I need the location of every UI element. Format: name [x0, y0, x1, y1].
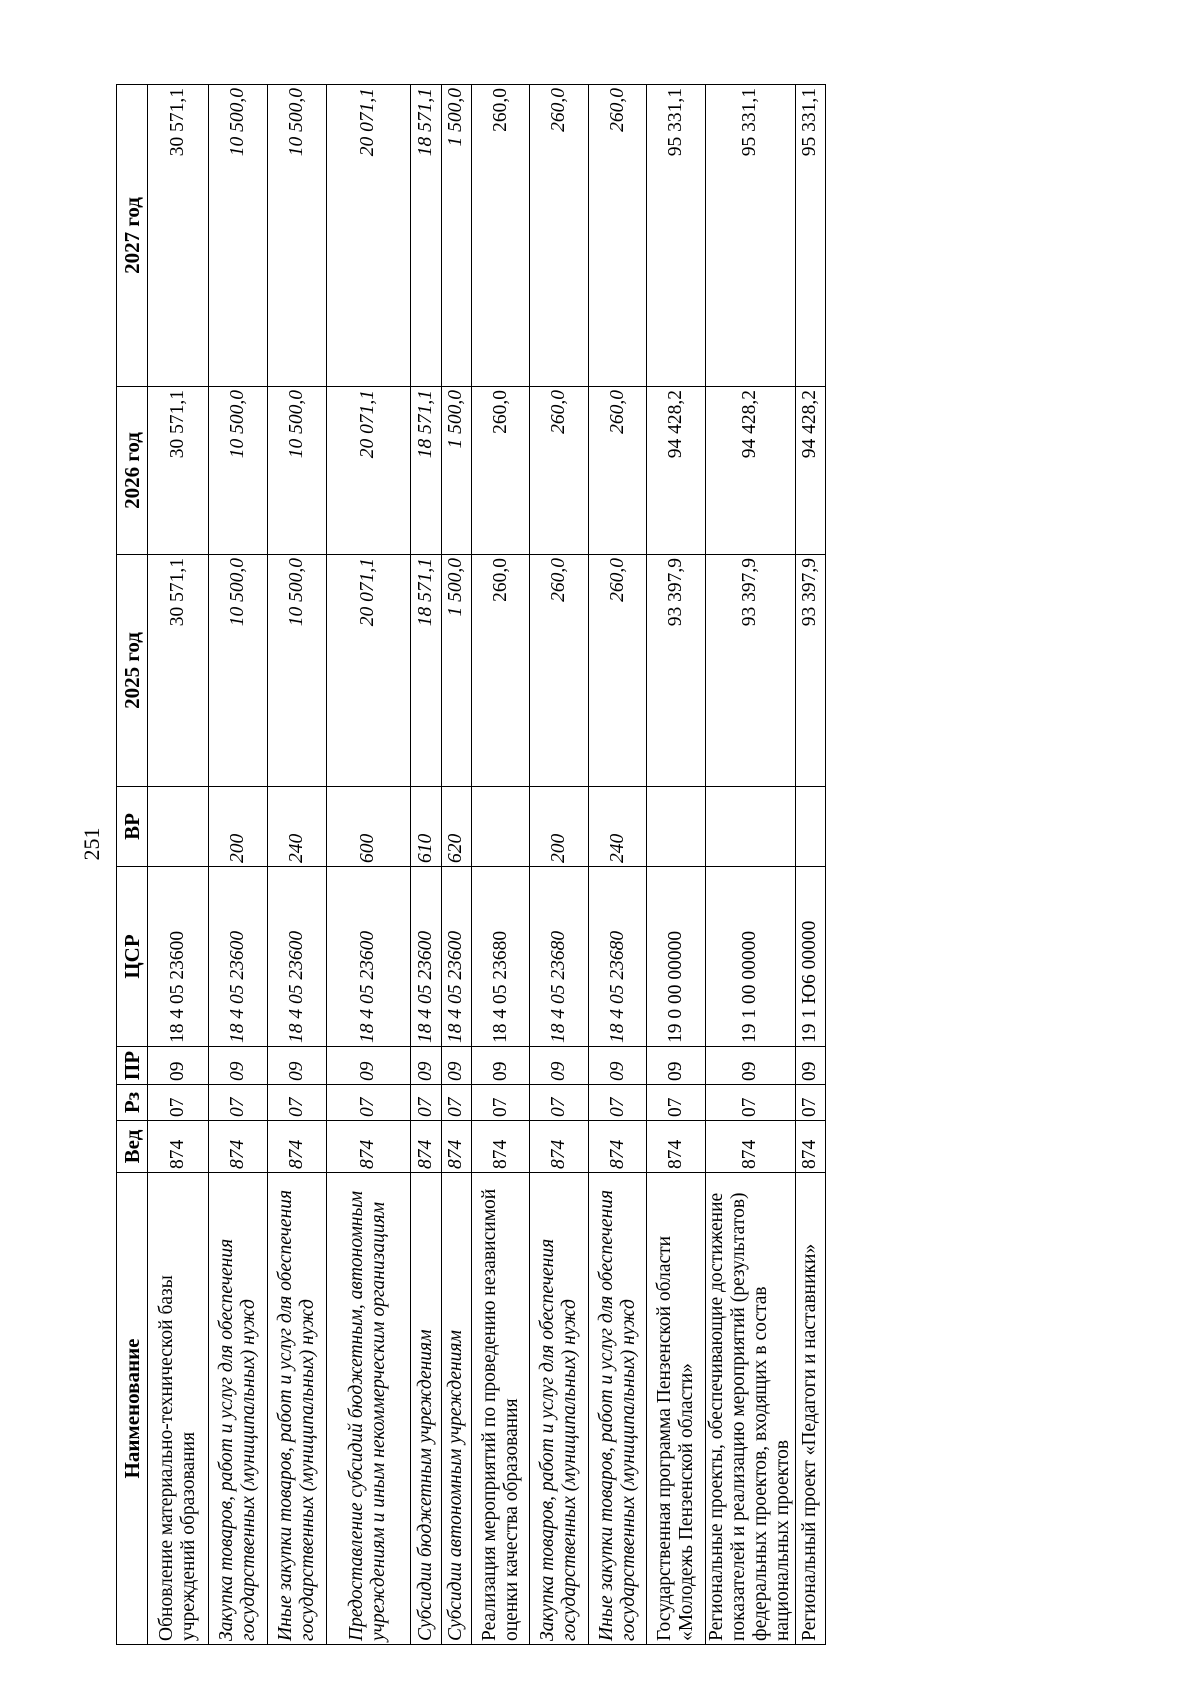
- cell-ved: 874: [795, 1121, 825, 1173]
- table-row: [471, 85, 530, 1645]
- cell-vr: [795, 787, 825, 867]
- cell-name: Государственная программа Пензенской области «Молодежь Пензенской области»: [647, 1173, 706, 1645]
- cell-name: Субсидии автономным учреждениям: [441, 1173, 471, 1645]
- cell-rz: 07: [208, 1085, 268, 1121]
- cell-rz: 07: [441, 1085, 471, 1121]
- table-row: [326, 85, 411, 1645]
- cell-year-2027: 10 500,0: [208, 85, 268, 387]
- cell-year-2025: 20 071,1: [326, 555, 411, 787]
- cell-year-2026: 18 571,1: [411, 387, 441, 555]
- cell-pr: 09: [326, 1047, 411, 1085]
- header-ved: Вед: [117, 1121, 148, 1173]
- cell-name: Региональный проект «Педагоги и наставники»: [795, 1173, 825, 1645]
- header-csr: ЦСР: [117, 867, 148, 1047]
- cell-year-2026: 260,0: [588, 387, 647, 555]
- cell-vr: 240: [588, 787, 647, 867]
- cell-year-2025: 1 500,0: [441, 555, 471, 787]
- cell-rz: 07: [268, 1085, 327, 1121]
- cell-csr: 18 4 05 23600: [441, 867, 471, 1047]
- cell-ved: 874: [588, 1121, 647, 1173]
- cell-pr: 09: [208, 1047, 268, 1085]
- table-header-row: [117, 85, 148, 1645]
- cell-year-2026: 10 500,0: [268, 387, 327, 555]
- cell-year-2027: 30 571,1: [148, 85, 209, 387]
- cell-year-2027: 95 331,1: [705, 85, 795, 387]
- cell-pr: 09: [647, 1047, 706, 1085]
- cell-pr: 09: [411, 1047, 441, 1085]
- cell-rz: 07: [326, 1085, 411, 1121]
- cell-csr: 18 4 05 23680: [471, 867, 530, 1047]
- header-name: Наименование: [117, 1173, 148, 1645]
- cell-ved: 874: [148, 1121, 209, 1173]
- cell-year-2025: 10 500,0: [208, 555, 268, 787]
- cell-name: Обновление материально-технической базы учреждений образования: [148, 1173, 209, 1645]
- cell-pr: 09: [471, 1047, 530, 1085]
- cell-pr: 09: [530, 1047, 589, 1085]
- table-row: [411, 85, 441, 1645]
- cell-name: Реализация мероприятий по проведению независимой оценки качества образования: [471, 1173, 530, 1645]
- header-vr: ВР: [117, 787, 148, 867]
- cell-ved: 874: [705, 1121, 795, 1173]
- cell-vr: 200: [530, 787, 589, 867]
- cell-csr: 18 4 05 23600: [268, 867, 327, 1047]
- cell-year-2027: 10 500,0: [268, 85, 327, 387]
- cell-csr: 18 4 05 23680: [530, 867, 589, 1047]
- table-row: [588, 85, 647, 1645]
- table-row: [148, 85, 209, 1645]
- cell-year-2025: 260,0: [530, 555, 589, 787]
- cell-year-2025: 10 500,0: [268, 555, 327, 787]
- table-row: [208, 85, 268, 1645]
- cell-ved: 874: [647, 1121, 706, 1173]
- cell-vr: 620: [441, 787, 471, 867]
- cell-csr: 19 1 00 00000: [705, 867, 795, 1047]
- cell-vr: [471, 787, 530, 867]
- cell-ved: 874: [208, 1121, 268, 1173]
- cell-pr: 09: [795, 1047, 825, 1085]
- cell-year-2026: 94 428,2: [647, 387, 706, 555]
- cell-year-2026: 30 571,1: [148, 387, 209, 555]
- page-number: 251: [79, 827, 104, 861]
- cell-year-2025: 93 397,9: [795, 555, 825, 787]
- cell-year-2025: 30 571,1: [148, 555, 209, 787]
- cell-year-2027: 20 071,1: [326, 85, 411, 387]
- table-row: [268, 85, 327, 1645]
- cell-year-2026: 10 500,0: [208, 387, 268, 555]
- cell-rz: 07: [795, 1085, 825, 1121]
- table-row: [795, 85, 825, 1645]
- cell-year-2025: 260,0: [471, 555, 530, 787]
- table-row: [441, 85, 471, 1645]
- table-row: [705, 85, 795, 1645]
- cell-name: Субсидии бюджетным учреждениям: [411, 1173, 441, 1645]
- table-body: [148, 85, 826, 1645]
- cell-pr: 09: [588, 1047, 647, 1085]
- cell-year-2027: 260,0: [588, 85, 647, 387]
- cell-rz: 07: [647, 1085, 706, 1121]
- cell-year-2026: 94 428,2: [705, 387, 795, 555]
- cell-name: Иные закупки товаров, работ и услуг для обеспечения государственных (муниципальных) нужд: [268, 1173, 327, 1645]
- cell-rz: 07: [148, 1085, 209, 1121]
- cell-pr: 09: [705, 1047, 795, 1085]
- cell-year-2025: 18 571,1: [411, 555, 441, 787]
- cell-vr: 610: [411, 787, 441, 867]
- cell-rz: 07: [530, 1085, 589, 1121]
- cell-csr: 18 4 05 23680: [588, 867, 647, 1047]
- header-year-2026: 2026 год: [117, 387, 148, 555]
- cell-rz: 07: [588, 1085, 647, 1121]
- cell-pr: 09: [441, 1047, 471, 1085]
- cell-name: Закупка товаров, работ и услуг для обеспечения государственных (муниципальных) нужд: [208, 1173, 268, 1645]
- cell-rz: 07: [471, 1085, 530, 1121]
- cell-vr: 200: [208, 787, 268, 867]
- budget-table-wrapper: [116, 85, 826, 1645]
- cell-year-2026: 260,0: [471, 387, 530, 555]
- cell-ved: 874: [411, 1121, 441, 1173]
- cell-year-2027: 95 331,1: [795, 85, 825, 387]
- header-rz: Рз: [117, 1085, 148, 1121]
- cell-rz: 07: [411, 1085, 441, 1121]
- cell-name: Региональные проекты, обеспечивающие достижение показателей и реализацию мероприятий (результатов) федеральных проектов, входящих в состав национальных проектов: [705, 1173, 795, 1645]
- header-year-2027: 2027 год: [117, 85, 148, 387]
- cell-year-2025: 93 397,9: [647, 555, 706, 787]
- cell-year-2027: 260,0: [530, 85, 589, 387]
- cell-year-2026: 20 071,1: [326, 387, 411, 555]
- cell-ved: 874: [326, 1121, 411, 1173]
- cell-ved: 874: [471, 1121, 530, 1173]
- cell-year-2025: 93 397,9: [705, 555, 795, 787]
- cell-name: Иные закупки товаров, работ и услуг для обеспечения государственных (муниципальных) нужд: [588, 1173, 647, 1645]
- cell-vr: [647, 787, 706, 867]
- cell-year-2026: 1 500,0: [441, 387, 471, 555]
- cell-vr: [148, 787, 209, 867]
- cell-ved: 874: [441, 1121, 471, 1173]
- cell-year-2026: 260,0: [530, 387, 589, 555]
- cell-name: Предоставление субсидий бюджетным, автономным учреждениям и иным некоммерческим организациям: [326, 1173, 411, 1645]
- table-row: [647, 85, 706, 1645]
- cell-ved: 874: [268, 1121, 327, 1173]
- cell-pr: 09: [268, 1047, 327, 1085]
- header-year-2025: 2025 год: [117, 555, 148, 787]
- cell-year-2027: 95 331,1: [647, 85, 706, 387]
- cell-rz: 07: [705, 1085, 795, 1121]
- cell-ved: 874: [530, 1121, 589, 1173]
- cell-vr: [705, 787, 795, 867]
- cell-csr: 18 4 05 23600: [208, 867, 268, 1047]
- cell-csr: 18 4 05 23600: [411, 867, 441, 1047]
- cell-year-2025: 260,0: [588, 555, 647, 787]
- header-pr: ПР: [117, 1047, 148, 1085]
- cell-pr: 09: [148, 1047, 209, 1085]
- cell-year-2027: 260,0: [471, 85, 530, 387]
- cell-name: Закупка товаров, работ и услуг для обеспечения государственных (муниципальных) нужд: [530, 1173, 589, 1645]
- cell-year-2027: 1 500,0: [441, 85, 471, 387]
- cell-csr: 18 4 05 23600: [148, 867, 209, 1047]
- cell-year-2026: 94 428,2: [795, 387, 825, 555]
- cell-vr: 600: [326, 787, 411, 867]
- cell-csr: 18 4 05 23600: [326, 867, 411, 1047]
- cell-year-2027: 18 571,1: [411, 85, 441, 387]
- cell-csr: 19 1 Ю6 00000: [795, 867, 825, 1047]
- table-row: [530, 85, 589, 1645]
- budget-table: [116, 84, 826, 1645]
- cell-vr: 240: [268, 787, 327, 867]
- cell-csr: 19 0 00 00000: [647, 867, 706, 1047]
